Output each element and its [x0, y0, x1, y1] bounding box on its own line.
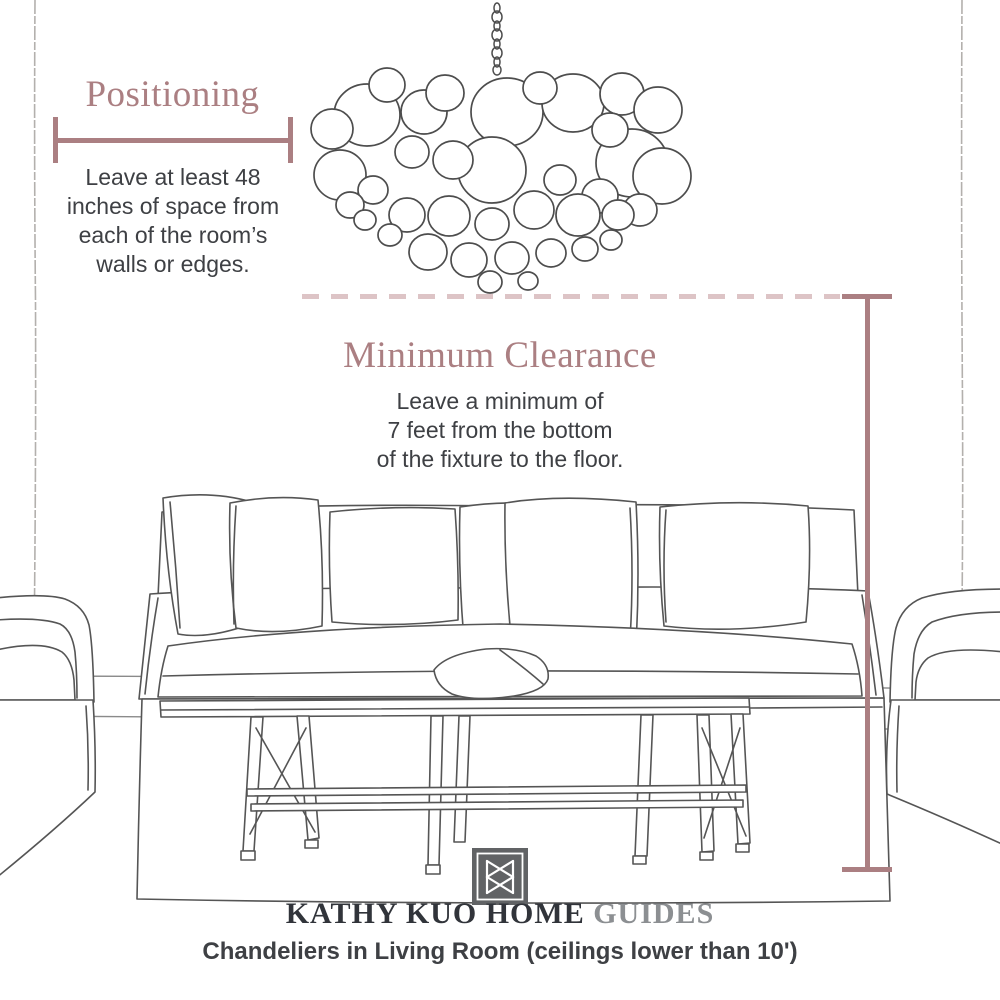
armchair-right-illustration: [887, 589, 1000, 845]
brand-wordmark: [0, 897, 1000, 931]
clearance-text-line: 7 feet from the bottom: [387, 417, 613, 443]
positioning-text-line: walls or edges.: [96, 251, 250, 277]
armchair-left-illustration: [0, 596, 95, 878]
clearance-dashed-line: [302, 294, 840, 299]
clearance-text: [250, 387, 750, 474]
positioning-text-line: inches of space from: [66, 193, 280, 219]
clearance-measure-bar: [865, 299, 870, 867]
chandelier-illustration: [311, 3, 691, 293]
positioning-text-line: Leave at least 48: [85, 164, 261, 190]
brand-name: KATHY KUO HOME: [285, 897, 585, 930]
clearance-title: Minimum Clearance: [343, 335, 657, 376]
wall-line-right: [962, 0, 963, 607]
wall-line-left: [35, 0, 36, 600]
positioning-measure-bar: [58, 138, 288, 143]
clearance-text-line: of the fixture to the floor.: [376, 446, 624, 472]
clearance-measure-line: [842, 294, 892, 872]
clearance-text-line: Leave a minimum of: [396, 388, 604, 414]
brand-suffix: GUIDES: [593, 897, 715, 930]
positioning-measure-line: [53, 117, 293, 163]
positioning-text: [33, 163, 313, 279]
positioning-text-line: each of the room’s: [78, 222, 268, 248]
positioning-title: Positioning: [85, 74, 260, 115]
guide-subtitle: Chandeliers in Living Room (ceilings lower than 10'): [202, 938, 798, 965]
